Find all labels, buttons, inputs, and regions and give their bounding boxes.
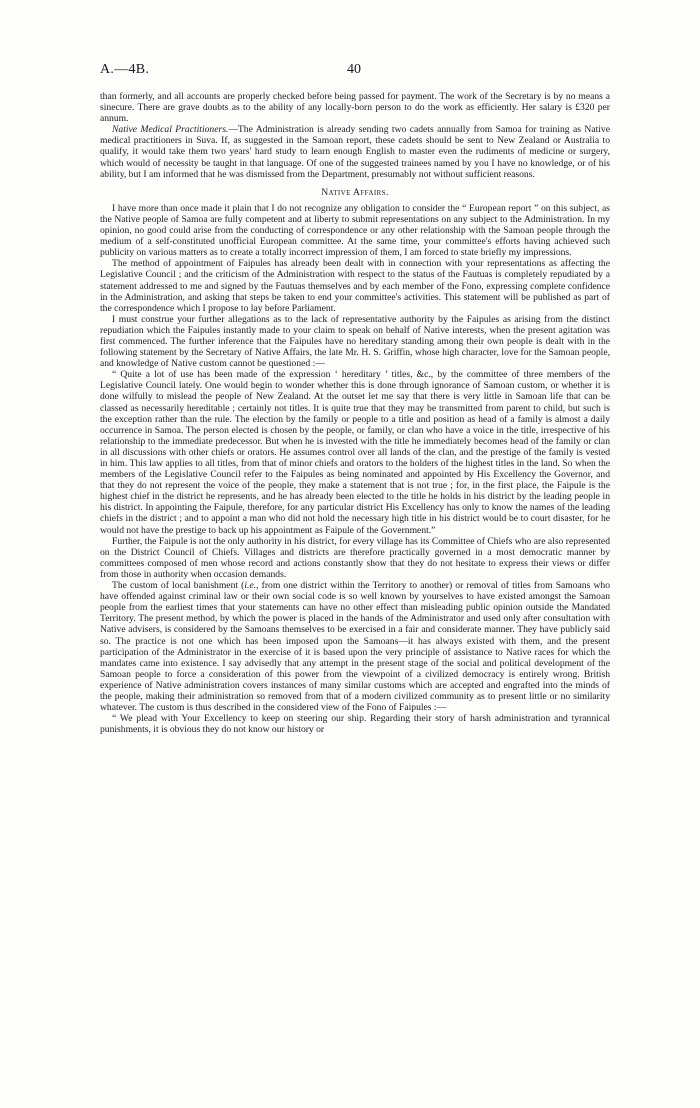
quoted-statement: “ Quite a lot of use has been made of the expression ‘ hereditary ’ titles, &c., by the committee of three members of the Legislative Council lately. One would begin to wonder whether this is done through ignorance of Samoan custom, or whether it is done wilfully to mislead the people of New Zealand. At the outset let me say that there is very little in Samoan life that can be classed as necessarily hereditable ; certainly not titles. It is quite true that they may be transmitted from parent to child, but such is the exception rather than the rule. The election by the family or people to a title and position as head of a family is almost a daily occurrence in Samoa. The person elected is chosen by the people, or family, or clan who have a voice in the title, irrespective of his relationship to the immediate predecessor. But when he is invested with the title he immediately becomes head of the family or clan in all discussions with other chiefs or orators. He assumes control over all lands of the clan, and the prestige of the family is vested in him. This law applies to all titles, from that of minor chiefs and orators to the holders of the highest titles in the land. So when the members of the Legislative Council refer to the Faipules as being nominated and appointed by His Excellency the Governor, and that they do not represent the voice of the people, they make a statement that is not true ; for, in the first place, the Faipule is the highest chief in the district he represents, and he has already been elected to the title he holds in his district by the leading people in his district. In appointing the Faipule, therefore, for any particular district His Excellency has only to know the names of the leading chiefs in the district ; and to appoint a man who did not hold the necessary high title in his district would be to court disaster, for he would not have the prestige to back up his appointment as Faipule of the Government.”	[100, 369, 610, 536]
italic-abbrev: i.e.	[244, 580, 257, 592]
section-title: Native Affairs.	[321, 186, 389, 198]
quoted-statement-fono: “ We plead with Your Excellency to keep on steering our ship. Regarding their story of harsh administration and tyrannical punishments, it is obvious they do not know our history or	[100, 713, 610, 736]
paragraph-medical-practitioners	[100, 124, 610, 179]
paragraph: The method of appointment of Faipules has already been dealt with in connection with your representations as affecting the Legislative Council ; and the criticism of the Administration with respect to the status of the Fautuas is completely repudiated by a statement addressed to me and signed by the Fautuas themselves and by each member of the Fono, expressing complete confidence in the Administration, and asking that steps be taken to end your committee's activities. This statement will be published as part of the correspondence which I propose to lay before Parliament.	[100, 258, 610, 314]
paragraph-banishment	[100, 580, 610, 713]
paragraph: I have more than once made it plain that I do not recognize any obligation to consider the “ European report ” on this subject, as the Native people of Samoa are fully competent and at liberty to submit representations on any subject to the Administration. In my opinion, no good could arise from the conducting of correspondence or any other relationship with the Samoan people through the medium of a self-constituted unofficial European committee. At the same time, your committee's efforts having achieved such publicity on various matters as to create a totally incorrect impression of them, I am forced to state briefly my impressions.	[100, 202, 610, 259]
paragraph-continuation: than formerly, and all accounts are properly checked before being passed for payment. The work of the Secretary is by no means a sinecure. There are grave doubts as to the ability of any locally-born person to do the work as efficiently. Her salary is £320 per annum.	[100, 91, 610, 125]
paragraph-text: The custom of local banishment (	[112, 580, 245, 592]
paragraph: I must construe your further allegations as to the lack of representative authority by the Faipules as arising from the distinct repudiation which the Faipules instantly made to your claim to speak on behalf of Native interests, when the present agitation was first commenced. The further inference that the Faipules have no hereditary standing among their own people is dealt with in the following statement by the Secretary of Native Affairs, the late Mr. H. S. Griffin, whose high character, love for the Samoan people, and knowledge of Native custom cannot be questioned :—	[100, 313, 610, 370]
paragraph-text: , from one district within the Territory to another) or removal of titles from Samoans who have offended against criminal law or their own social code is so well known by yourselves to have existed amongst the Samoan people from the earliest times that your statements can have no other effect than misleading public opinion outside the Mandated Territory. The present method, by which the power is placed in the hands of the Administrator and used only after consultation with Native advisers, is considered by the Samoans themselves to be exercised in a fair and considerate manner. They have publicly said so. The practice is not one which has been imposed upon the Samoans—it has always existed with them, and the present participation of the Administrator in the exercise of it is based upon the very principle of assistance to Native races for which the mandates came into existence. I say advisedly that any attempt in the present stage of the social and political development of the Samoan people to force a consideration of this power from the viewpoint of a civilized democracy is entirely wrong. British experience of Native administration covers instances of many similar customs which are accepted and engrafted into the minds of the people, making their administration so removed from that of a modern civilized community as to present little or no similarity whatever. The custom is thus described in the considered view of the Fono of Faipules :—	[100, 580, 610, 714]
paragraph-text: —The Administration is already sending two cadets annually from Samoa for training as Native medical practitioners in Suva. If, as suggested in the Samoan report, these cadets should be sent to New Zealand or Australia to qualify, it would take them two years' hard study to learn enough English to master even the rudiments of medicine or surgery, which would of necessity be taught in that language. Of one of the suggested trainees named by you I have no knowledge, or of his ability, but I am informed that he was dismissed from the Department, presumably not without sufficient reasons.	[100, 124, 610, 180]
document-reference: A.—4B.	[100, 62, 150, 77]
paragraph-heading-italic: Native Medical Practitioners.	[112, 124, 229, 136]
page-number: 40	[347, 62, 361, 77]
page-header	[100, 62, 610, 80]
paragraph: Further, the Faipule is not the only authority in his district, for every village has its Committee of Chiefs who are also represented on the District Council of Chiefs. Villages and districts are therefore practically governed in a most democratic manner by committees composed of men whose record and actions constantly show that they do not hesitate to express their views or differ from those in authority when occasion demands.	[100, 535, 610, 580]
document-body	[100, 91, 610, 735]
